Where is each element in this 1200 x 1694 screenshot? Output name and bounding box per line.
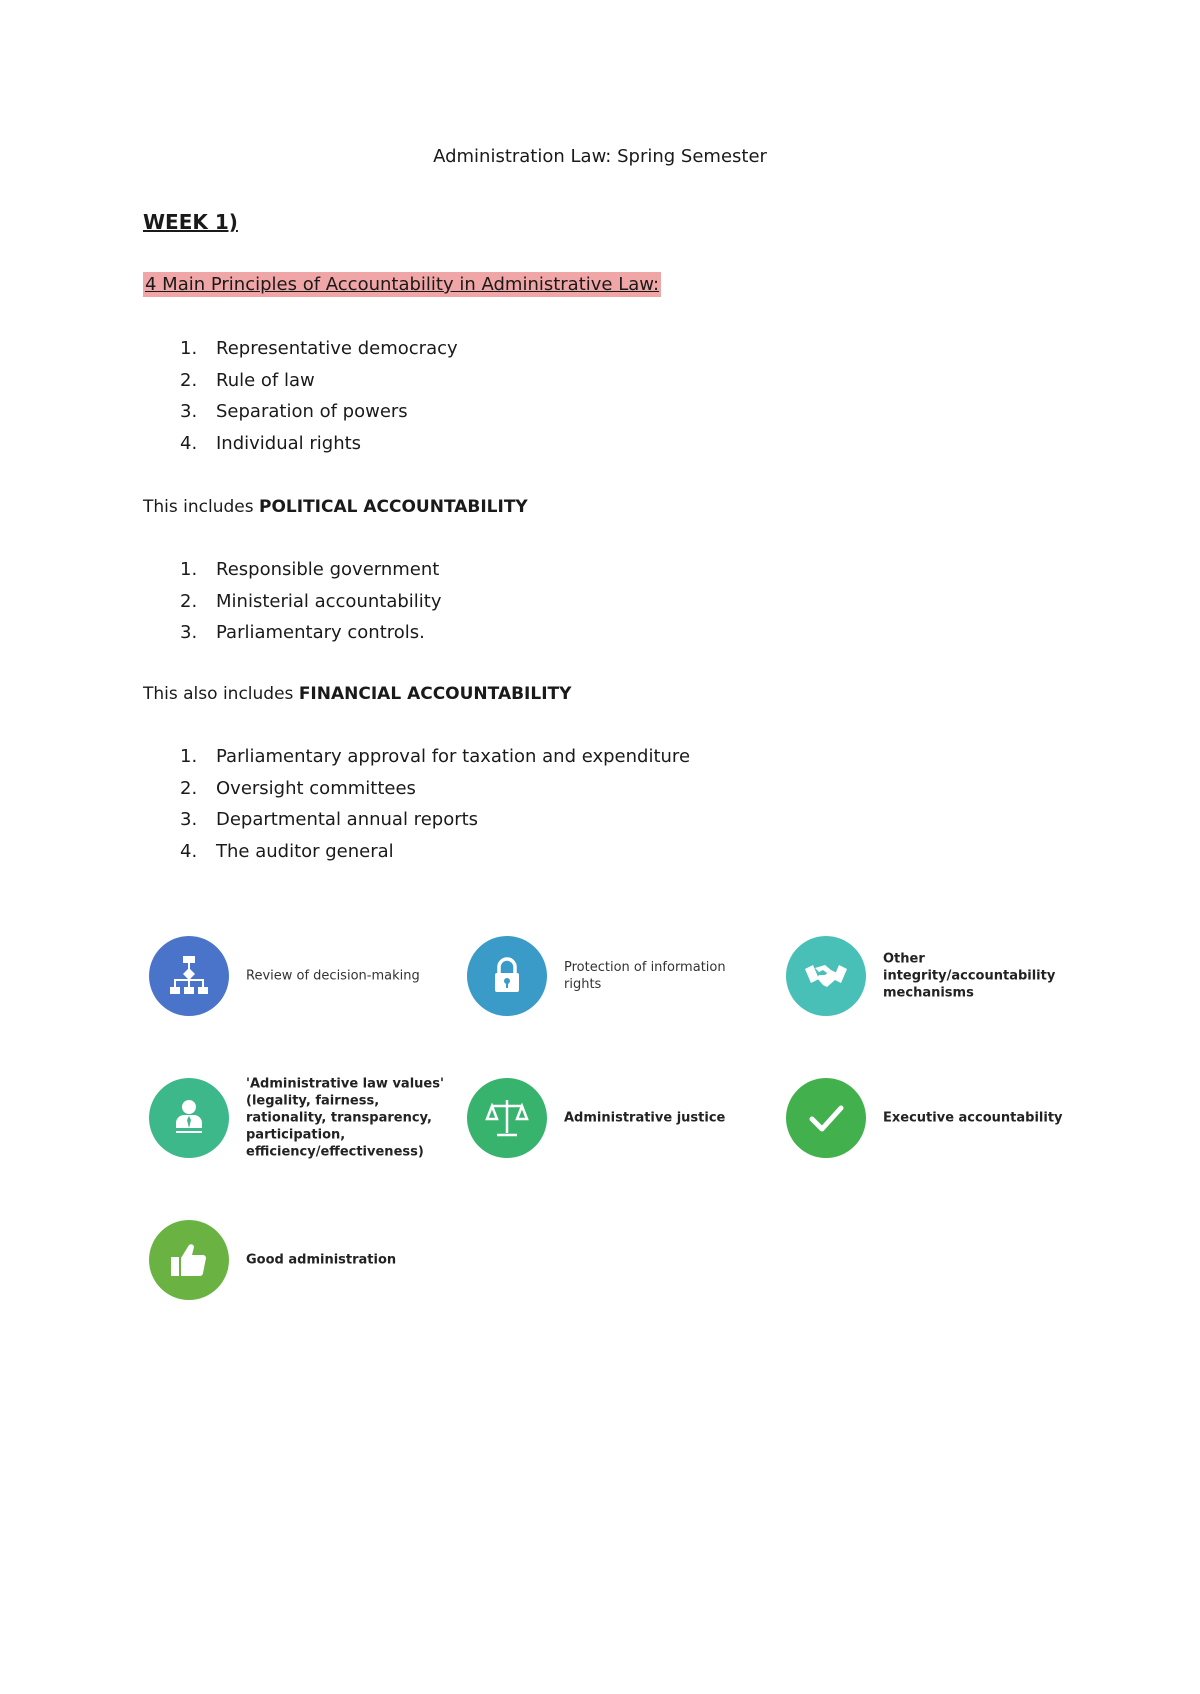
- list-item-text: Parliamentary approval for taxation and expenditure: [216, 746, 691, 767]
- infographic-label: Review of decision-making: [246, 968, 420, 984]
- list-item-text: Separation of powers: [216, 401, 408, 422]
- principles-heading: 4 Main Principles of Accountability in Administrative Law:: [145, 274, 660, 295]
- political-heading: POLITICAL ACCOUNTABILITY: [259, 497, 528, 517]
- financial-paragraph: [143, 684, 571, 704]
- infographic-label: Executive accountability: [883, 1110, 1063, 1126]
- list-item: [143, 586, 441, 618]
- document-title: Administration Law: Spring Semester: [433, 146, 767, 167]
- list-number: 2.: [180, 777, 198, 799]
- thumbs-up-icon: [149, 1220, 229, 1300]
- list-item-text: Ministerial accountability: [216, 590, 442, 612]
- flowchart-icon: [149, 936, 229, 1016]
- handshake-icon: [786, 936, 866, 1016]
- list-number: 1.: [180, 338, 198, 359]
- political-paragraph: [143, 497, 528, 517]
- list-item-text: Responsible government: [216, 559, 440, 580]
- list-number: 2.: [180, 369, 198, 391]
- list-number: 2.: [180, 590, 198, 612]
- list-item: [143, 741, 690, 773]
- list-number: 3.: [180, 622, 198, 643]
- list-item-text: Individual rights: [216, 432, 362, 454]
- infographic-item-law-values: [149, 1078, 469, 1158]
- infographic-item-review: [149, 936, 469, 1016]
- infographic-item-good-administration: [149, 1220, 469, 1300]
- list-item-text: Rule of law: [216, 369, 315, 391]
- list-number: 3.: [180, 809, 198, 830]
- infographic-label: 'Administrative law values' (legality, fairness, rationality, transparency, participation, efficiency/effectiveness): [246, 1076, 444, 1160]
- list-item-text: Parliamentary controls.: [216, 622, 425, 643]
- list-number: 4.: [180, 432, 198, 454]
- financial-list: [143, 741, 690, 867]
- list-item-text: Oversight committees: [216, 777, 416, 799]
- list-item: [143, 396, 458, 428]
- infographic-label: Other integrity/accountability mechanisms: [883, 951, 1056, 1001]
- list-item: [143, 428, 458, 460]
- week-heading: WEEK 1): [143, 210, 238, 234]
- list-item: [143, 836, 690, 868]
- infographic-item-information-rights: [467, 936, 787, 1016]
- infographic-label: Protection of information rights: [564, 960, 726, 992]
- principles-list: [143, 333, 458, 459]
- infographic-label: Administrative justice: [564, 1110, 726, 1126]
- infographic-item-administrative-justice: [467, 1078, 787, 1158]
- list-number: 4.: [180, 840, 198, 862]
- financial-intro: This also includes: [143, 684, 299, 704]
- financial-heading: FINANCIAL ACCOUNTABILITY: [298, 684, 572, 704]
- list-item: [143, 333, 458, 365]
- infographic-item-integrity-mechanisms: [786, 936, 1106, 1016]
- checkmark-icon: [786, 1078, 866, 1158]
- infographic-item-executive-accountability: [786, 1078, 1106, 1158]
- padlock-icon: [467, 936, 547, 1016]
- list-item: [143, 617, 441, 649]
- list-number: 1.: [180, 746, 198, 767]
- list-number: 3.: [180, 401, 198, 422]
- infographic-label: Good administration: [246, 1252, 397, 1268]
- list-number: 1.: [180, 559, 198, 580]
- political-intro: This includes: [143, 497, 259, 517]
- scales-icon: [467, 1078, 547, 1158]
- person-icon: [149, 1078, 229, 1158]
- political-list: [143, 554, 441, 649]
- list-item-text: Representative democracy: [216, 338, 458, 359]
- list-item: [143, 773, 690, 805]
- list-item-text: Departmental annual reports: [216, 809, 479, 830]
- list-item-text: The auditor general: [216, 840, 394, 862]
- list-item: [143, 554, 441, 586]
- list-item: [143, 365, 458, 397]
- list-item: [143, 804, 690, 836]
